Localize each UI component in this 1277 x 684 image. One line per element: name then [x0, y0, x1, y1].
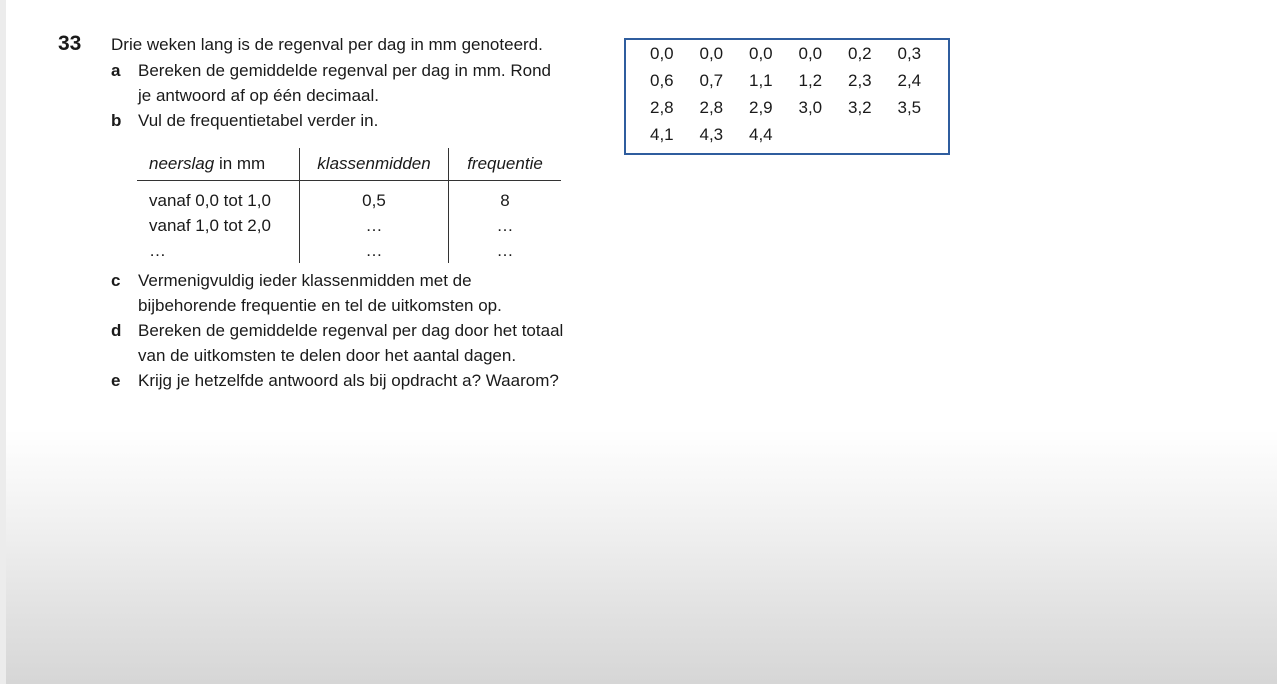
part-line: bijbehorende frequentie en tel de uitkomsten op.	[138, 296, 502, 315]
rainfall-data-box	[624, 38, 950, 155]
table-row	[137, 181, 561, 214]
rainfall-value: 2,9	[749, 98, 773, 117]
rainfall-value: 0,0	[798, 44, 823, 63]
rainfall-value: 0,0	[699, 44, 724, 63]
column-header-neerslag: neerslag in mm	[137, 148, 300, 181]
page-edge	[0, 0, 6, 684]
frequency-table	[137, 148, 561, 263]
table-row	[137, 213, 561, 238]
rainfall-value: 0,3	[897, 44, 922, 63]
part-line: van de uitkomsten te delen door het aantal dagen.	[138, 346, 517, 365]
part-line: Bereken de gemiddelde regenval per dag door het totaal	[138, 321, 564, 340]
question-intro: Drie weken lang is de regenval per dag in mm genoteerd.	[111, 35, 543, 54]
table-cell: vanaf 1,0 tot 2,0	[149, 215, 271, 235]
part-line: Krijg je hetzelfde antwoord als bij opdracht a? Waarom?	[138, 371, 559, 390]
part-line: Bereken de gemiddelde regenval per dag in mm. Rond	[138, 61, 551, 80]
rainfall-value: 1,2	[798, 71, 823, 90]
table-cell: …	[300, 238, 449, 263]
table-cell: vanaf 0,0 tot 1,0	[149, 190, 271, 210]
part-label: a	[111, 61, 121, 80]
rainfall-value: 0,2	[848, 44, 872, 63]
part-c	[111, 268, 502, 318]
rainfall-value: 0,6	[650, 71, 674, 90]
part-line: Vermenigvuldig ieder klassenmidden met de	[138, 271, 472, 290]
part-line: je antwoord af op één decimaal.	[138, 86, 379, 105]
rainfall-value: 4,4	[749, 125, 773, 144]
table-cell: …	[300, 213, 449, 238]
rainfall-value: 0,0	[650, 44, 674, 63]
part-label: b	[111, 111, 122, 130]
rainfall-value: 3,2	[848, 98, 872, 117]
rainfall-value: 4,1	[650, 125, 674, 144]
part-label: e	[111, 371, 121, 390]
table-header-row	[137, 148, 561, 181]
rainfall-value: 3,5	[897, 98, 922, 117]
table-cell: …	[149, 240, 166, 260]
rainfall-value: 2,3	[848, 71, 872, 90]
part-label: c	[111, 271, 121, 290]
rainfall-value: 0,0	[749, 44, 773, 63]
table-cell: 8	[500, 190, 510, 210]
table-cell: 0,5	[300, 181, 449, 214]
part-b	[111, 108, 378, 133]
rainfall-value: 0,7	[699, 71, 724, 90]
question-number: 33	[58, 32, 82, 55]
column-header-frequentie: frequentie	[449, 148, 562, 181]
rainfall-value: 3,0	[798, 98, 823, 117]
part-label: d	[111, 321, 122, 340]
part-line: Vul de frequentietabel verder in.	[138, 111, 379, 130]
rainfall-value: 2,8	[650, 98, 674, 117]
rainfall-value: 1,1	[749, 71, 773, 90]
part-d	[111, 318, 563, 368]
table-cell: …	[496, 215, 514, 235]
part-a	[111, 58, 551, 108]
column-header-klassenmidden: klassenmidden	[300, 148, 449, 181]
table-cell: …	[496, 240, 514, 260]
rainfall-value: 2,8	[699, 98, 724, 117]
rainfall-value: 4,3	[699, 125, 724, 144]
part-e	[111, 368, 559, 393]
rainfall-value: 2,4	[897, 71, 922, 90]
table-row	[137, 238, 561, 263]
